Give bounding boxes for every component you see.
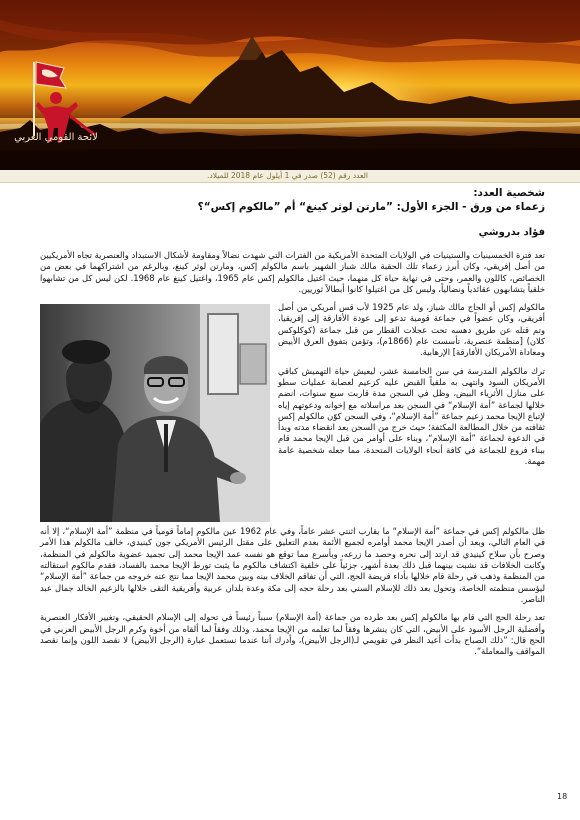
issue-info: العدد رقم (52) صدر في 1 أيلول عام 2018 للميلاد. (207, 171, 368, 180)
historical-photo (40, 304, 270, 522)
article (40, 186, 545, 664)
page-number: 18 (557, 792, 568, 801)
paragraph: ظل مالكولم إكس في جماعة ”أمة الإسلام“ ما يقارب اثنتي عشر عاماً، وفي عام 1962 عين مالكوم إماماً قومياً في منظمة ”أمة الإسلام“، إلا أنه في العام التالي، وبعد أن أصدر الإيجا محمد أوامره لجميع الأئمة بعدم التعليق على مقتل الرئيس الأمريكي جون كينيدي، خالف مالكولم هذا الأمر وصرح بأن سلاح كينيدي قد ارتد إلى نحره وحصد ما زرعه، وبأسرع مما توقع هو نفسه عمد الإيجا محمد إلى تجميد عضوية مالكولم في المنظمة، وكانت الخلافات قد نشبت بينهما قبل ذلك بعدة أشهر، جزئياً على خلفية اكتشاف مالكوم ما يثبت تورط الإيجا محمد بالفساد، فقدم مالكوم استقالته من المنظمة وذهب في رحلة قام خلالها بأداء فريضة الحج، التي أن تفاقم الخلاف بينه وبين محمد الإيجا مما نتج عنه خروجه من جماعة ”أمة الإسلام“ ليؤسس منظمته الخاصة، وتحول بعد ذلك للإسلام السني بعد رحلة حجه إلى مكة وعدة بلدان عربية وأفريقية التقى خلالها بالزعيم الخالد جمال عبد الناصر. (40, 526, 546, 604)
section-kicker: شخصية العدد: (473, 187, 545, 199)
header-banner (0, 0, 580, 170)
paragraph: مالكولم إكس أو الحاج مالك شباز، ولد عام 1925 لأب قس أمريكي من أصل أفريقي، وكان عضواً في جماعة قومية تدعو إلى عودة الأفارقة إلى إفريقيا، وتم قتله عن طريق دهسه تحت عجلات القطار من قبل جماعة (كوكلوكس كلان) [منظمة عنصرية، تأسست عام (1866م)، وتؤمن بتفوق العرق الأبيض ومعاداة الأمريكان الأفارقة] الإرهابية. (278, 302, 546, 358)
article-headline: زعماء من ورق - الجزء الأول: ”مارتن لوثر كينغ“ أم ”مالكوم إكس“؟ (197, 201, 545, 213)
author-name: فؤاد بدروشي (478, 227, 545, 238)
org-name: لائحة القومي العربي (14, 132, 98, 143)
paragraph: تعد رحلة الحج التي قام بها مالكولم إكس بعد طرده من جماعة (أمة الإسلام) سبباً رئيساً في تحوله إلى الإسلام الحقيقي، وتغيير الأفكار العنصرية وأفضلية الرجل الأسود على الأبيض، التي كان ينشرها وفقاً لما تعلمه من الإيجا محمد، وذلك وفقاً لما ألقاه من أخوة وكرم الرجل الأبيض العربي في الحج قال: ”ذلك الصباح بدأت أعيد النظر في تقويمي لـ(الرجل الأبيض)، وأدرك أننا عندما نستعمل عبارة (الرجل الأبيض) لا نقصد اللون وإنما نقصد المواقف والمعاملة“. (40, 612, 545, 657)
paragraph: ترك مالكولم المدرسة في سن الخامسة عشر، ليعيش حياة التهميش كباقي الأمريكان السود وانتهى به ملقياً القبض عليه كزعيم لعصابة عمليات سطو على منازل الأثرياء البيض، وظل في السجن مدة قاربت سبع سنوات، انضم خلالها لجماعة ”أمة الإسلام“ في السجن بعد مراسلاته مع إخوانه ودعوتهم إياه لإتباع الإيجا محمد زعيم جماعة ”أمة الإسلام“، وفي السجن كوّن مالكولم إكس ثقافته من خلال المطالعة المكثفة؛ حيث خرج من السجن بعد انقضاء مدته وبدأ في الدعوة لجماعة ”أمة الإسلام“، وبناء على أوامر من قبل الإيجا محمد قام ببناء فروع للجماعة في كافة أنحاء الولايات المتحدة، مما جعله شخصية عامة مهمة. (278, 365, 545, 467)
paragraph: تعد فترة الخمسينيات والستينيات في الولايات المتحدة الأمريكية من الفترات التي شهدت نضالاً ومقاومة لأشكال الاستبداد والعنصرية تجاه الأمريكيين من أصل إفريقي، وكان أبرز زعماء تلك الحقبة مالك شباز الشهير باسم مالكولم إكس، ومارتن لوثر كينغ، وبالرغم من اشتراكهما في بعض من الخصائص، كاللون والعمر، وحتى في نهاية حياة كل منهما، حيث اغتيل مالكولم إكس عام 1965، واغتيل كينغ عام 1968. لكن ليس كل من تشابهوا خلقياً يتشابهون عقائدياً ونضالياً، وليس كل من اغتيلوا كانوا أبطالاً ثوريين. (40, 250, 546, 294)
